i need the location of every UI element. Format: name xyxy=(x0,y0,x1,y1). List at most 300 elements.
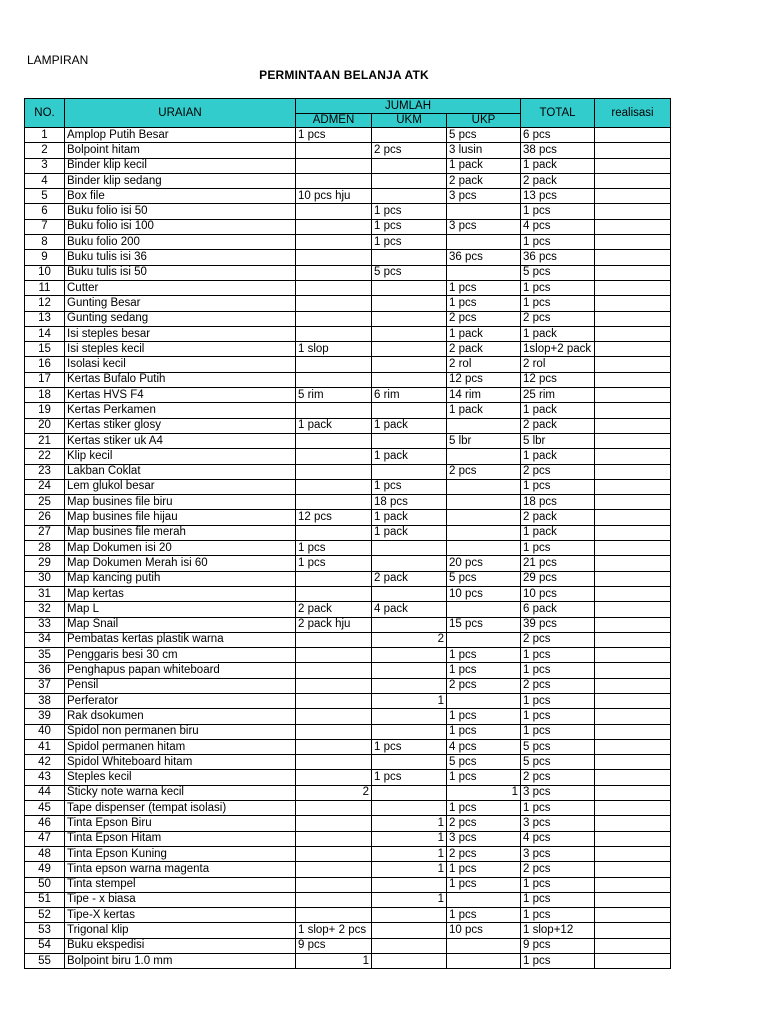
cell-admen xyxy=(296,479,372,494)
cell-no: 42 xyxy=(25,755,65,770)
cell-no: 40 xyxy=(25,724,65,739)
table-row xyxy=(25,296,671,311)
cell-realisasi xyxy=(595,204,671,219)
cell-uraian: Pembatas kertas plastik warna xyxy=(65,632,296,647)
cell-ukp: 2 pcs xyxy=(447,464,521,479)
cell-no: 39 xyxy=(25,709,65,724)
cell-admen: 2 pack hju xyxy=(296,617,372,632)
cell-total: 1 pack xyxy=(521,403,595,418)
cell-ukm xyxy=(372,586,447,601)
cell-ukp: 1 pcs xyxy=(447,862,521,877)
lampiran-label: LAMPIRAN xyxy=(27,53,89,67)
cell-uraian: Gunting sedang xyxy=(65,311,296,326)
cell-ukm: 1 pcs xyxy=(372,219,447,234)
cell-no: 21 xyxy=(25,433,65,448)
cell-realisasi xyxy=(595,846,671,861)
cell-admen xyxy=(296,495,372,510)
cell-ukm: 1 pcs xyxy=(372,479,447,494)
table-row xyxy=(25,724,671,739)
cell-no: 5 xyxy=(25,189,65,204)
cell-no: 1 xyxy=(25,128,65,143)
cell-realisasi xyxy=(595,785,671,800)
table-row xyxy=(25,342,671,357)
header-jumlah: JUMLAH xyxy=(296,99,521,114)
table-row xyxy=(25,663,671,678)
cell-realisasi xyxy=(595,801,671,816)
cell-ukm xyxy=(372,158,447,173)
cell-ukm: 4 pack xyxy=(372,602,447,617)
table-row xyxy=(25,938,671,953)
table-row xyxy=(25,357,671,372)
cell-total: 1 pcs xyxy=(521,204,595,219)
table-row xyxy=(25,892,671,907)
cell-total: 1 pcs xyxy=(521,724,595,739)
cell-no: 54 xyxy=(25,938,65,953)
cell-ukp xyxy=(447,602,521,617)
cell-realisasi xyxy=(595,693,671,708)
cell-uraian: Tinta epson warna magenta xyxy=(65,862,296,877)
cell-total: 6 pack xyxy=(521,602,595,617)
cell-ukm xyxy=(372,128,447,143)
cell-ukm xyxy=(372,709,447,724)
cell-ukp xyxy=(447,265,521,280)
cell-admen xyxy=(296,678,372,693)
cell-total: 29 pcs xyxy=(521,571,595,586)
cell-no: 37 xyxy=(25,678,65,693)
cell-uraian: Rak dsokumen xyxy=(65,709,296,724)
cell-ukm: 2 pack xyxy=(372,571,447,586)
cell-total: 1 pcs xyxy=(521,877,595,892)
cell-ukm xyxy=(372,433,447,448)
cell-total: 18 pcs xyxy=(521,495,595,510)
cell-total: 1 pcs xyxy=(521,693,595,708)
cell-no: 28 xyxy=(25,541,65,556)
cell-uraian: Buku ekspedisi xyxy=(65,938,296,953)
cell-admen xyxy=(296,326,372,341)
cell-total: 10 pcs xyxy=(521,586,595,601)
cell-admen: 1 pcs xyxy=(296,556,372,571)
cell-total: 1 pcs xyxy=(521,296,595,311)
cell-ukm: 6 rim xyxy=(372,388,447,403)
cell-no: 49 xyxy=(25,862,65,877)
cell-no: 30 xyxy=(25,571,65,586)
cell-uraian: Map busines file hijau xyxy=(65,510,296,525)
cell-no: 45 xyxy=(25,801,65,816)
cell-total: 1slop+2 pack xyxy=(521,342,595,357)
header-admen: ADMEN xyxy=(296,114,372,128)
cell-ukm xyxy=(372,464,447,479)
cell-admen xyxy=(296,632,372,647)
cell-ukm xyxy=(372,342,447,357)
cell-uraian: Trigonal klip xyxy=(65,923,296,938)
cell-ukm xyxy=(372,663,447,678)
cell-ukp xyxy=(447,235,521,250)
cell-admen xyxy=(296,250,372,265)
cell-total: 3 pcs xyxy=(521,816,595,831)
cell-realisasi xyxy=(595,541,671,556)
cell-uraian: Spidol non permanen biru xyxy=(65,724,296,739)
cell-ukp: 2 pack xyxy=(447,342,521,357)
cell-realisasi xyxy=(595,128,671,143)
cell-admen xyxy=(296,433,372,448)
cell-total: 4 pcs xyxy=(521,219,595,234)
cell-total: 2 pack xyxy=(521,173,595,188)
table-row xyxy=(25,219,671,234)
cell-ukp xyxy=(447,479,521,494)
cell-total: 2 pcs xyxy=(521,311,595,326)
cell-realisasi xyxy=(595,479,671,494)
cell-no: 38 xyxy=(25,693,65,708)
cell-realisasi xyxy=(595,326,671,341)
cell-total: 25 rim xyxy=(521,388,595,403)
cell-ukp: 1 xyxy=(447,785,521,800)
cell-admen xyxy=(296,862,372,877)
cell-uraian: Buku tulis isi 50 xyxy=(65,265,296,280)
table-row xyxy=(25,862,671,877)
cell-admen xyxy=(296,892,372,907)
cell-ukp: 12 pcs xyxy=(447,372,521,387)
cell-realisasi xyxy=(595,189,671,204)
cell-ukp: 2 pcs xyxy=(447,678,521,693)
table-body xyxy=(25,128,671,969)
cell-admen: 9 pcs xyxy=(296,938,372,953)
table-row xyxy=(25,204,671,219)
cell-ukp: 2 pack xyxy=(447,173,521,188)
table-row xyxy=(25,739,671,754)
cell-ukm: 1 pack xyxy=(372,418,447,433)
cell-total: 2 pcs xyxy=(521,862,595,877)
cell-no: 44 xyxy=(25,785,65,800)
cell-ukm: 1 pcs xyxy=(372,204,447,219)
cell-no: 18 xyxy=(25,388,65,403)
cell-ukm xyxy=(372,954,447,969)
cell-ukp: 4 pcs xyxy=(447,739,521,754)
cell-no: 51 xyxy=(25,892,65,907)
cell-total: 1 pcs xyxy=(521,908,595,923)
cell-uraian: Buku folio isi 100 xyxy=(65,219,296,234)
cell-realisasi xyxy=(595,556,671,571)
table-row xyxy=(25,801,671,816)
cell-uraian: Isi steples kecil xyxy=(65,342,296,357)
cell-ukp xyxy=(447,418,521,433)
cell-ukp: 5 lbr xyxy=(447,433,521,448)
cell-total: 2 pack xyxy=(521,418,595,433)
atk-request-table xyxy=(24,98,671,969)
cell-uraian: Isi steples besar xyxy=(65,326,296,341)
cell-uraian: Steples kecil xyxy=(65,770,296,785)
cell-no: 52 xyxy=(25,908,65,923)
cell-uraian: Kertas stiker uk A4 xyxy=(65,433,296,448)
table-row xyxy=(25,250,671,265)
cell-total: 21 pcs xyxy=(521,556,595,571)
header-uraian: URAIAN xyxy=(65,99,296,128)
cell-total: 3 pcs xyxy=(521,785,595,800)
cell-realisasi xyxy=(595,418,671,433)
cell-ukp xyxy=(447,541,521,556)
cell-ukp: 1 pcs xyxy=(447,724,521,739)
cell-admen xyxy=(296,648,372,663)
cell-uraian: Cutter xyxy=(65,280,296,295)
cell-no: 32 xyxy=(25,602,65,617)
cell-total: 1 pack xyxy=(521,449,595,464)
cell-total: 1 slop+12 xyxy=(521,923,595,938)
cell-uraian: Kertas stiker glosy xyxy=(65,418,296,433)
cell-realisasi xyxy=(595,464,671,479)
cell-ukp: 36 pcs xyxy=(447,250,521,265)
cell-ukm: 5 pcs xyxy=(372,265,447,280)
cell-uraian: Map kertas xyxy=(65,586,296,601)
cell-admen xyxy=(296,525,372,540)
cell-ukp xyxy=(447,525,521,540)
cell-admen xyxy=(296,709,372,724)
cell-ukp: 1 pcs xyxy=(447,877,521,892)
cell-admen xyxy=(296,143,372,158)
cell-admen xyxy=(296,586,372,601)
cell-realisasi xyxy=(595,311,671,326)
cell-admen: 1 pcs xyxy=(296,541,372,556)
cell-total: 36 pcs xyxy=(521,250,595,265)
table-row xyxy=(25,326,671,341)
cell-realisasi xyxy=(595,892,671,907)
cell-uraian: Map Dokumen Merah isi 60 xyxy=(65,556,296,571)
cell-no: 34 xyxy=(25,632,65,647)
cell-ukm xyxy=(372,648,447,663)
cell-ukm: 1 xyxy=(372,816,447,831)
cell-realisasi xyxy=(595,923,671,938)
cell-no: 53 xyxy=(25,923,65,938)
table-row xyxy=(25,770,671,785)
cell-no: 24 xyxy=(25,479,65,494)
cell-admen xyxy=(296,571,372,586)
cell-no: 12 xyxy=(25,296,65,311)
cell-ukp: 5 pcs xyxy=(447,571,521,586)
table-row xyxy=(25,693,671,708)
cell-realisasi xyxy=(595,372,671,387)
cell-realisasi xyxy=(595,235,671,250)
cell-no: 11 xyxy=(25,280,65,295)
cell-realisasi xyxy=(595,663,671,678)
cell-no: 7 xyxy=(25,219,65,234)
cell-ukp xyxy=(447,954,521,969)
table-row xyxy=(25,372,671,387)
cell-total: 39 pcs xyxy=(521,617,595,632)
cell-total: 1 pack xyxy=(521,158,595,173)
cell-ukp: 1 pcs xyxy=(447,648,521,663)
cell-total: 5 pcs xyxy=(521,755,595,770)
cell-no: 13 xyxy=(25,311,65,326)
table-row xyxy=(25,433,671,448)
cell-realisasi xyxy=(595,525,671,540)
cell-uraian: Spidol Whiteboard hitam xyxy=(65,755,296,770)
cell-admen xyxy=(296,464,372,479)
table-row xyxy=(25,280,671,295)
cell-uraian: Amplop Putih Besar xyxy=(65,128,296,143)
cell-no: 10 xyxy=(25,265,65,280)
table-row xyxy=(25,632,671,647)
cell-admen xyxy=(296,449,372,464)
cell-ukp xyxy=(447,449,521,464)
cell-realisasi xyxy=(595,265,671,280)
cell-realisasi xyxy=(595,648,671,663)
cell-uraian: Tinta Epson Biru xyxy=(65,816,296,831)
table-row xyxy=(25,602,671,617)
table-row xyxy=(25,265,671,280)
table-row xyxy=(25,449,671,464)
cell-uraian: Isolasi kecil xyxy=(65,357,296,372)
cell-admen xyxy=(296,204,372,219)
cell-total: 1 pcs xyxy=(521,709,595,724)
cell-realisasi xyxy=(595,143,671,158)
table-row xyxy=(25,556,671,571)
table-row xyxy=(25,617,671,632)
cell-no: 6 xyxy=(25,204,65,219)
cell-admen xyxy=(296,724,372,739)
cell-ukm xyxy=(372,173,447,188)
cell-admen xyxy=(296,280,372,295)
cell-uraian: Buku folio 200 xyxy=(65,235,296,250)
cell-admen xyxy=(296,357,372,372)
cell-admen: 1 slop xyxy=(296,342,372,357)
cell-uraian: Tinta stempel xyxy=(65,877,296,892)
cell-total: 1 pcs xyxy=(521,235,595,250)
table-row xyxy=(25,388,671,403)
cell-uraian: Bolpoint hitam xyxy=(65,143,296,158)
cell-no: 3 xyxy=(25,158,65,173)
cell-ukm: 1 xyxy=(372,693,447,708)
cell-no: 23 xyxy=(25,464,65,479)
cell-ukp: 5 pcs xyxy=(447,128,521,143)
cell-ukp xyxy=(447,632,521,647)
cell-ukm xyxy=(372,938,447,953)
header-realisasi: realisasi xyxy=(595,99,671,128)
cell-no: 8 xyxy=(25,235,65,250)
table-row xyxy=(25,877,671,892)
cell-ukm: 18 pcs xyxy=(372,495,447,510)
cell-realisasi xyxy=(595,602,671,617)
cell-ukm xyxy=(372,189,447,204)
cell-no: 46 xyxy=(25,816,65,831)
cell-ukp: 2 pcs xyxy=(447,816,521,831)
cell-uraian: Binder klip sedang xyxy=(65,173,296,188)
cell-realisasi xyxy=(595,510,671,525)
cell-admen xyxy=(296,816,372,831)
cell-no: 55 xyxy=(25,954,65,969)
cell-no: 17 xyxy=(25,372,65,387)
cell-total: 1 pcs xyxy=(521,663,595,678)
cell-uraian: Buku folio isi 50 xyxy=(65,204,296,219)
cell-uraian: Map Snail xyxy=(65,617,296,632)
cell-realisasi xyxy=(595,617,671,632)
cell-total: 2 pcs xyxy=(521,632,595,647)
cell-ukp: 2 pcs xyxy=(447,311,521,326)
table-row xyxy=(25,418,671,433)
cell-ukm: 1 xyxy=(372,892,447,907)
cell-ukm xyxy=(372,326,447,341)
cell-uraian: Lem glukol besar xyxy=(65,479,296,494)
cell-ukm xyxy=(372,923,447,938)
cell-realisasi xyxy=(595,250,671,265)
cell-realisasi xyxy=(595,296,671,311)
cell-ukp: 1 pcs xyxy=(447,280,521,295)
cell-uraian: Buku tulis isi 36 xyxy=(65,250,296,265)
cell-uraian: Map busines file merah xyxy=(65,525,296,540)
table-row xyxy=(25,923,671,938)
table-row xyxy=(25,128,671,143)
cell-no: 33 xyxy=(25,617,65,632)
cell-ukp: 2 rol xyxy=(447,357,521,372)
cell-total: 5 lbr xyxy=(521,433,595,448)
cell-ukm xyxy=(372,296,447,311)
cell-ukm: 1 xyxy=(372,846,447,861)
table-header xyxy=(25,99,671,128)
cell-realisasi xyxy=(595,388,671,403)
table-row xyxy=(25,173,671,188)
cell-realisasi xyxy=(595,158,671,173)
cell-no: 14 xyxy=(25,326,65,341)
cell-ukm xyxy=(372,250,447,265)
cell-realisasi xyxy=(595,571,671,586)
cell-uraian: Perferator xyxy=(65,693,296,708)
cell-ukp: 3 pcs xyxy=(447,189,521,204)
cell-ukp xyxy=(447,495,521,510)
cell-realisasi xyxy=(595,816,671,831)
table-row xyxy=(25,831,671,846)
cell-no: 20 xyxy=(25,418,65,433)
cell-no: 22 xyxy=(25,449,65,464)
cell-uraian: Sticky note warna kecil xyxy=(65,785,296,800)
cell-ukm xyxy=(372,908,447,923)
cell-ukm xyxy=(372,541,447,556)
cell-total: 12 pcs xyxy=(521,372,595,387)
cell-ukp: 1 pcs xyxy=(447,663,521,678)
table-row xyxy=(25,510,671,525)
table-row xyxy=(25,235,671,250)
cell-ukp: 10 pcs xyxy=(447,923,521,938)
cell-total: 1 pcs xyxy=(521,801,595,816)
cell-no: 9 xyxy=(25,250,65,265)
cell-realisasi xyxy=(595,449,671,464)
cell-ukm: 1 pack xyxy=(372,449,447,464)
cell-total: 3 pcs xyxy=(521,846,595,861)
cell-uraian: Tinta Epson Kuning xyxy=(65,846,296,861)
cell-admen: 1 xyxy=(296,954,372,969)
table-row xyxy=(25,678,671,693)
table-row xyxy=(25,709,671,724)
cell-realisasi xyxy=(595,938,671,953)
cell-realisasi xyxy=(595,770,671,785)
cell-realisasi xyxy=(595,280,671,295)
cell-no: 48 xyxy=(25,846,65,861)
cell-realisasi xyxy=(595,433,671,448)
table-row xyxy=(25,571,671,586)
cell-admen xyxy=(296,846,372,861)
cell-ukp: 1 pcs xyxy=(447,770,521,785)
table-row xyxy=(25,846,671,861)
cell-uraian: Kertas Perkamen xyxy=(65,403,296,418)
cell-uraian: Kertas HVS F4 xyxy=(65,388,296,403)
cell-total: 2 pcs xyxy=(521,678,595,693)
cell-admen xyxy=(296,235,372,250)
cell-total: 1 pack xyxy=(521,326,595,341)
cell-ukm: 1 pcs xyxy=(372,739,447,754)
header-ukp: UKP xyxy=(447,114,521,128)
table-row xyxy=(25,143,671,158)
header-total: TOTAL xyxy=(521,99,595,128)
cell-total: 1 pcs xyxy=(521,541,595,556)
cell-ukm: 1 pack xyxy=(372,525,447,540)
cell-ukm xyxy=(372,801,447,816)
cell-ukm: 1 xyxy=(372,831,447,846)
